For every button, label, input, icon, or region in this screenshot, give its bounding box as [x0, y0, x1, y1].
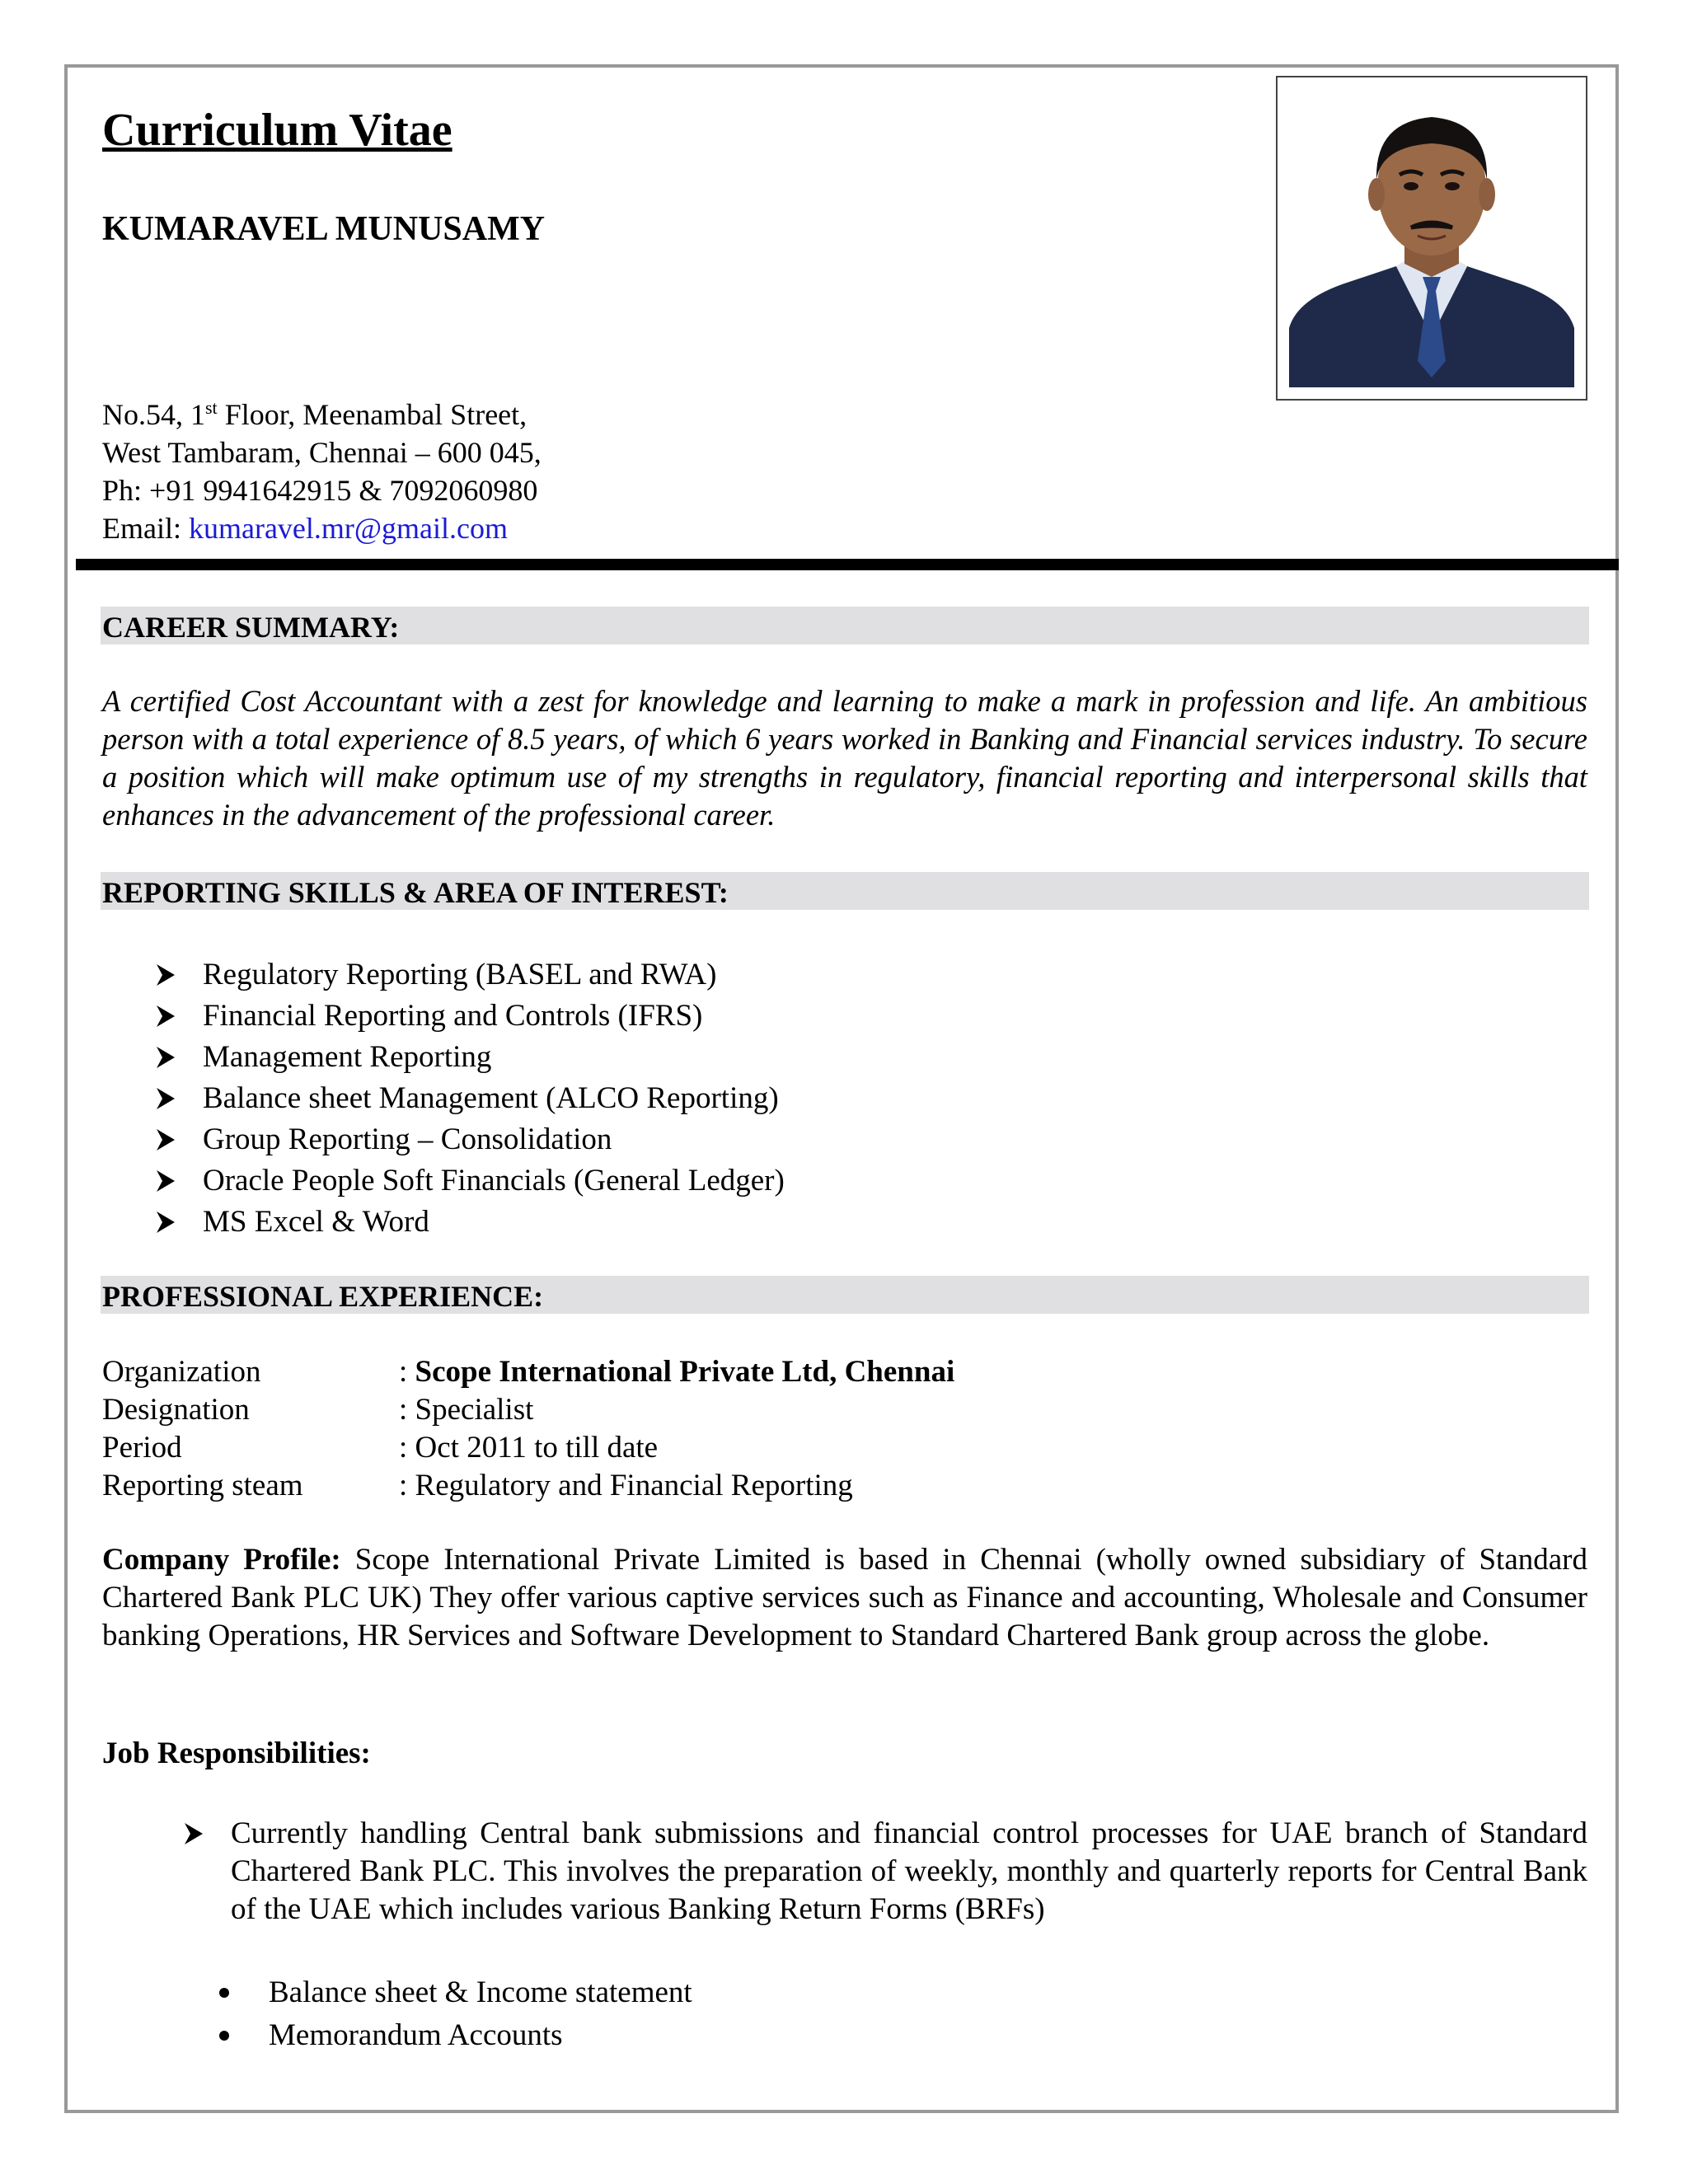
company-profile — [102, 1541, 1587, 1655]
person-portrait-icon — [1289, 89, 1574, 387]
email-line: Email: kumaravel.mr@gmail.com — [102, 512, 509, 545]
candidate-name: KUMARAVEL MUNUSAMY — [102, 210, 546, 248]
company-profile-label: Company Profile: — [102, 1543, 341, 1577]
experience-heading: PROFESSIONAL EXPERIENCE: — [101, 1276, 1589, 1314]
address-line-1: No.54, 1st Floor, Meenambal Street, — [102, 397, 528, 431]
arrow-bullet-icon — [153, 1078, 178, 1119]
arrow-bullet-icon — [153, 954, 178, 996]
period-value: Oct 2011 to till date — [415, 1431, 659, 1465]
skills-heading: REPORTING SKILLS & AREA OF INTEREST: — [101, 872, 1589, 910]
address-line-2: West Tambaram, Chennai – 600 045, — [102, 436, 542, 469]
job-responsibilities-heading: Job Responsibilities: — [102, 1736, 371, 1770]
profile-photo — [1276, 76, 1587, 401]
email-link[interactable]: kumaravel.mr@gmail.com — [188, 512, 509, 545]
arrow-bullet-icon — [153, 996, 178, 1037]
bullet-dot-icon — [219, 1988, 229, 1998]
organization-value: Scope International Private Ltd, Chennai — [415, 1355, 955, 1389]
designation-value: Specialist — [415, 1393, 534, 1427]
company-profile-text: Scope International Private Limited is based in Chennai (wholly owned subsidiary of Standard Chartered Bank PLC UK) They offer various captive services such as Finance and accounting, Wholesale and Consumer banking Operations, HR Services and Software Development to Standard Chartered Bank group across the globe. — [102, 1543, 1587, 1652]
career-summary-text: A certified Cost Accountant with a zest for knowledge and learning to make a mark in profession and life. An ambitious person with a total experience of 8.5 years, of which 6 years worked in Banking and Financial services industry. To secure a position which will make optimum use of my strengths in regulatory, financial reporting and interpersonal skills that enhances in the advancement of the professional career. — [102, 684, 1587, 832]
arrow-bullet-icon — [181, 1815, 206, 1853]
arrow-bullet-icon — [153, 1119, 178, 1160]
phone-numbers: Ph: +91 9941642915 & 7092060980 — [102, 474, 538, 507]
header-divider — [76, 559, 1619, 570]
bullet-dot-icon — [219, 2031, 229, 2041]
career-summary-heading: CAREER SUMMARY: — [101, 607, 1589, 644]
reporting-stream-value: Regulatory and Financial Reporting — [415, 1469, 853, 1502]
arrow-bullet-icon — [153, 1202, 178, 1243]
arrow-bullet-icon — [153, 1037, 178, 1078]
responsibility-item: Currently handling Central bank submissions and financial control processes for UAE branch of Standard Chartered Bank PLC. This involves the preparation of weekly, monthly and quarterly reports for Central Bank of the UAE which includes various Banking Return Forms (BRFs) — [181, 1815, 1587, 1929]
document-title: Curriculum Vitae — [102, 105, 452, 156]
arrow-bullet-icon — [153, 1160, 178, 1202]
